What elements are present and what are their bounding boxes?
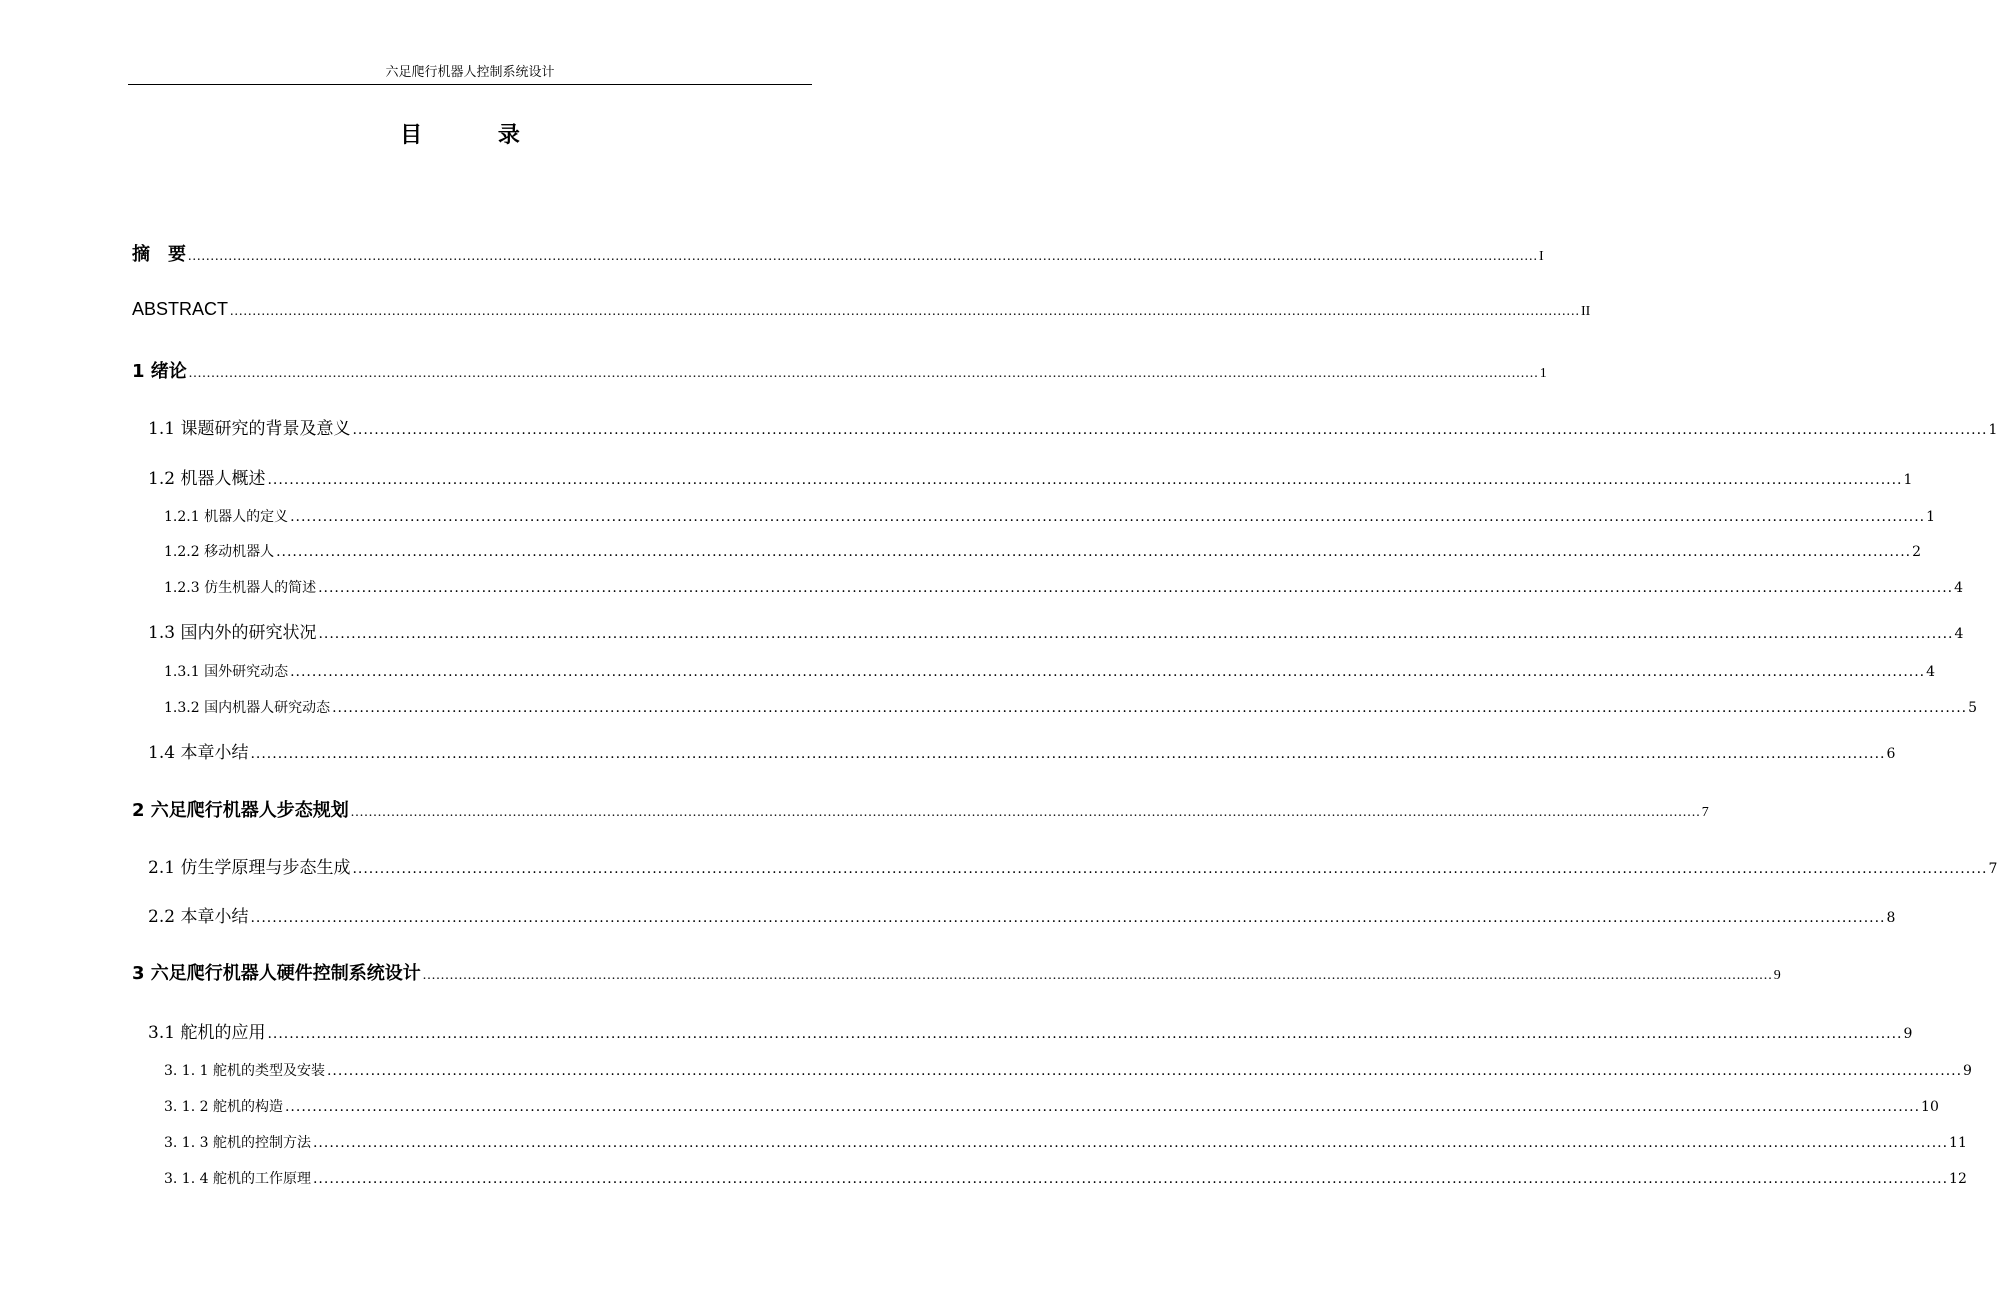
toc-entry[interactable]	[164, 1060, 1972, 1080]
toc-entry[interactable]	[148, 738, 1896, 763]
toc-label: 2.1 仿生学原理与步态生成	[148, 858, 351, 878]
toc-page-number: 2	[1912, 544, 1922, 560]
toc-leader: ............................................................................................................................................................................................................................................................................................................	[188, 366, 1539, 381]
toc-label: 1.3.2 国内机器人研究动态	[164, 700, 331, 716]
toc-entry[interactable]	[148, 902, 1896, 927]
toc-label: 3 六足爬行机器人硬件控制系统设计	[132, 963, 421, 984]
toc-entry[interactable]	[132, 959, 1781, 985]
toc-page-number: 12	[1949, 1171, 1967, 1187]
toc-entry[interactable]	[132, 240, 1544, 266]
toc-leader: ............................................................................................................................................................................................................................................................................................................	[318, 626, 1954, 642]
toc-page-number: 9	[1963, 1063, 1972, 1079]
toc-label: ABSTRACT	[132, 299, 229, 319]
toc-label: 1.3 国内外的研究状况	[148, 623, 317, 643]
toc-entry[interactable]	[132, 299, 1591, 320]
page-title: 目 录	[400, 123, 554, 148]
toc-leader: ............................................................................................................................................................................................................................................................................................................	[422, 968, 1773, 983]
toc-label: 1.2.3 仿生机器人的简述	[164, 580, 317, 596]
toc-leader: ............................................................................................................................................................................................................................................................................................................	[352, 861, 1988, 877]
toc-label: 3.1 舵机的应用	[148, 1023, 266, 1043]
toc-page-number: 4	[1926, 664, 1936, 680]
toc-page-number: 1	[1988, 422, 1997, 438]
toc-page-number: 4	[1954, 626, 1964, 642]
toc-page-number: 9	[1773, 968, 1781, 983]
toc-page-number: 5	[1968, 700, 1978, 716]
toc-entry[interactable]	[164, 1168, 1967, 1188]
toc-entry[interactable]	[148, 414, 1997, 439]
toc-leader: ............................................................................................................................................................................................................................................................................................................	[350, 805, 1701, 820]
toc-page-number: 10	[1921, 1099, 1939, 1115]
toc-entry[interactable]	[164, 1096, 1939, 1116]
toc-label: 1.2.2 移动机器人	[164, 544, 275, 560]
toc-page-number: 1	[1539, 366, 1547, 381]
toc-page-number: I	[1539, 249, 1544, 264]
toc-page-number: 6	[1886, 746, 1896, 762]
toc-entry[interactable]	[164, 697, 1978, 717]
toc-leader: ............................................................................................................................................................................................................................................................................................................	[290, 509, 1926, 525]
toc-page-number: 7	[1701, 805, 1709, 820]
toc-leader: ............................................................................................................................................................................................................................................................................................................	[290, 664, 1926, 680]
toc-entry[interactable]	[148, 618, 1964, 643]
toc-label: 2.2 本章小结	[148, 907, 249, 927]
toc-leader: ............................................................................................................................................................................................................................................................................................................	[312, 1135, 1949, 1151]
toc-leader: ............................................................................................................................................................................................................................................................................................................	[230, 304, 1581, 319]
toc-entry[interactable]	[148, 1018, 1913, 1043]
toc-leader: ............................................................................................................................................................................................................................................................................................................	[352, 422, 1988, 438]
toc-label: 2 六足爬行机器人步态规划	[132, 800, 349, 821]
toc-label: 1.3.1 国外研究动态	[164, 664, 289, 680]
toc-entry[interactable]	[132, 357, 1547, 383]
running-header: 六足爬行机器人控制系统设计	[128, 62, 812, 85]
toc-leader: ............................................................................................................................................................................................................................................................................................................	[250, 910, 1886, 926]
toc-entry[interactable]	[164, 541, 1922, 561]
toc-label: 3. 1. 2 舵机的构造	[164, 1099, 283, 1115]
toc-label: 摘 要	[132, 244, 186, 265]
toc-leader: ............................................................................................................................................................................................................................................................................................................	[267, 1026, 1903, 1042]
toc-entry[interactable]	[164, 1132, 1967, 1152]
toc-page-number: 9	[1903, 1026, 1913, 1042]
toc-leader: ............................................................................................................................................................................................................................................................................................................	[267, 472, 1903, 488]
toc-label: 3. 1. 3 舵机的控制方法	[164, 1135, 311, 1151]
toc-page-number: II	[1581, 304, 1591, 319]
toc-leader: ............................................................................................................................................................................................................................................................................................................	[188, 249, 1538, 264]
toc-label: 1.4 本章小结	[148, 743, 249, 763]
toc-label: 1.2.1 机器人的定义	[164, 509, 289, 525]
toc-page-number: 8	[1886, 910, 1896, 926]
toc-entry[interactable]	[164, 577, 1964, 597]
toc-label: 1.2 机器人概述	[148, 469, 266, 489]
toc-entry[interactable]	[164, 506, 1936, 526]
toc-label: 3. 1. 1 舵机的类型及安装	[164, 1063, 325, 1079]
toc-leader: ............................................................................................................................................................................................................................................................................................................	[284, 1099, 1921, 1115]
toc-label: 1 绪论	[132, 361, 187, 382]
toc-leader: ............................................................................................................................................................................................................................................................................................................	[312, 1171, 1949, 1187]
toc-page-number: 1	[1903, 472, 1913, 488]
toc-entry[interactable]	[132, 796, 1709, 822]
toc-leader: ............................................................................................................................................................................................................................................................................................................	[318, 580, 1954, 596]
toc-leader: ............................................................................................................................................................................................................................................................................................................	[250, 746, 1886, 762]
toc-page-number: 7	[1988, 861, 1997, 877]
toc-entry[interactable]	[148, 853, 1997, 878]
toc-leader: ............................................................................................................................................................................................................................................................................................................	[326, 1063, 1963, 1079]
toc-entry[interactable]	[164, 661, 1936, 681]
toc-leader: ............................................................................................................................................................................................................................................................................................................	[276, 544, 1912, 560]
toc-page-number: 4	[1954, 580, 1964, 596]
toc-page-number: 11	[1949, 1135, 1967, 1151]
toc-entry[interactable]	[148, 464, 1913, 489]
toc-label: 1.1 课题研究的背景及意义	[148, 419, 351, 439]
toc-label: 3. 1. 4 舵机的工作原理	[164, 1171, 311, 1187]
toc-leader: ............................................................................................................................................................................................................................................................................................................	[332, 700, 1968, 716]
toc-page-number: 1	[1926, 509, 1936, 525]
